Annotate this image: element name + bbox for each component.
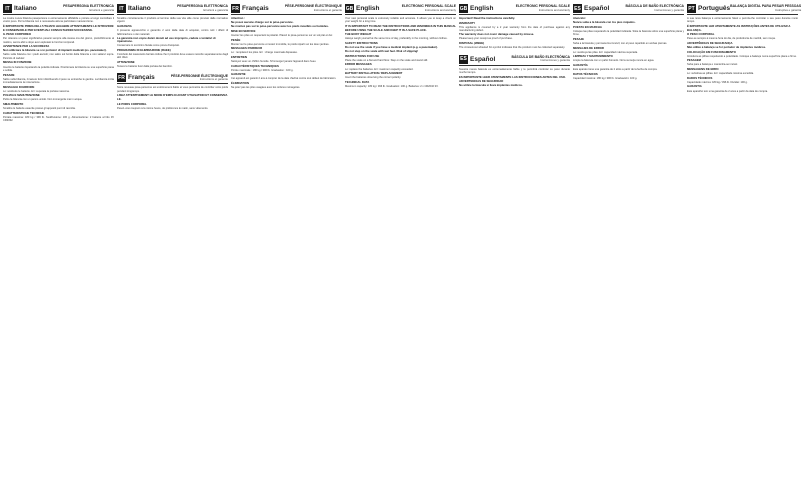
body-paragraph: A sua nova balança é extremamente fiável e permite-lhe controlar o seu peso durante muito tempo.: [687, 17, 798, 24]
language-label: Français: [128, 74, 155, 82]
body-paragraph: Always weigh yourself at the same time of day, preferably in the morning, without clothes.: [345, 37, 448, 41]
section-heading: GARANTIE: [231, 72, 246, 77]
body-paragraph: Cet appareil est garanti 2 ans à compter de la date d'achat contre tout défaut de fabrication.: [231, 77, 337, 81]
language-flag-badge: ES: [460, 56, 467, 63]
section-heading: INSTRUCTIONS FOR USE: [345, 53, 380, 58]
section-heading: PULIZIA E MANUTENZIONE: [3, 93, 40, 98]
section-header: [3, 3, 114, 15]
body-paragraph: Nuestra nueva báscula es extremadamente fiable y le permitirá controlar su peso durante mucho tiempo.: [459, 67, 570, 74]
product-subtitle: Instruções e garantia: [775, 7, 802, 12]
language-label: Português: [698, 5, 731, 12]
language-label: English: [356, 5, 380, 12]
product-subtitle: Instructions and warranty: [424, 7, 456, 12]
section-heading: PROGRAMMA DI ELIMINAZIONE (RAEE): [117, 47, 171, 52]
language-flag-badge: ES: [574, 5, 581, 12]
language-flag-badge: GB: [459, 5, 468, 12]
bold-note: Do not use the scale if you have a medical implant (e.g. a pacemaker).: [345, 44, 438, 49]
language-label: English: [470, 5, 494, 12]
body-paragraph: Il simbolo del cassonetto barrato indica che il prodotto deve essere raccolto separatamente dagli altri rifiuti.: [117, 52, 228, 60]
column-7: [687, 3, 802, 483]
section-heading: TECHNICAL DATA: [345, 79, 370, 84]
section-heading: DADOS TÉCNICOS: [687, 75, 713, 80]
body-paragraph: Lo: sostituire le batterie. Err: superata la portata massima.: [3, 89, 70, 93]
language-flag-badge: FR: [118, 74, 125, 81]
product-title-block: [516, 5, 570, 11]
column-4: [345, 3, 456, 483]
body-paragraph: Smaltire le batterie esaurite presso gli appositi punti di raccolta.: [3, 107, 76, 111]
section-heading: GARANZIA: [117, 24, 132, 28]
body-paragraph: The crossed-out wheeled bin symbol indicates that the product must be collected separately.: [459, 46, 566, 50]
body-paragraph: Portée maximale : 180 kg / 396 lb. Graduation : 100 g.: [231, 68, 294, 72]
section-heading: DISPOSAL (WEEE): [459, 41, 485, 46]
language-label: Español: [584, 5, 610, 12]
section-heading: LE POIDS CORPOREL: [117, 101, 147, 106]
section-heading: ENTRETIEN: [231, 54, 247, 59]
section-heading: MENSAJES DE ERROR: [573, 45, 604, 50]
section-header: [117, 72, 228, 84]
body-paragraph: Capacidad máxima: 180 kg / 396 lb. Graduación: 100 g.: [573, 76, 638, 80]
body-paragraph: Salire sulla bilancia con i piedi asciutti; non salire sul bordo della bilancia e non saltarvi sopra. Pericolo di caduta!: [3, 53, 114, 60]
section-heading: CARATTERISTICHE TECNICHE: [3, 110, 45, 115]
body-paragraph: Coloque las pilas respetando la polaridad indicada. Sitúe la báscula sobre una superficie plana y firme.: [573, 29, 684, 37]
section-heading: WARRANTY: [459, 20, 476, 25]
product-title-block: [512, 56, 570, 62]
section-heading: IT IS IMPORTANT TO READ THE INSTRUCTIONS AND WARNINGS IN THIS MANUAL BEFORE USING THE SCALE AND KEEP IT IN A SAFE PLACE.: [345, 24, 456, 32]
section-heading: IL PESO CORPOREO: [3, 32, 32, 37]
product-title-block: [626, 5, 684, 11]
section-header: [231, 3, 342, 15]
section-header: [687, 3, 802, 15]
product-subtitle: Instrucciones y garantía: [540, 58, 570, 63]
language-flag-badge: IT: [117, 4, 126, 13]
product-title: PÈSE-PERSONNE ÉLECTRONIQUE: [284, 4, 342, 9]
body-paragraph: Montez sur le pèse-personne et restez immobile, le poids réparti sur les deux jambes.: [231, 42, 330, 46]
column-5: [459, 3, 570, 483]
body-paragraph: Suba a la báscula y permanezca inmóvil, con el peso repartido en ambas piernas.: [573, 41, 668, 45]
section-heading: ES IMPORTANTE LEER ATENTAMENTE LAS INSTRUCCIONES ANTES DEL USO.: [459, 74, 566, 79]
section-heading: MISE EN SERVICE: [231, 28, 256, 33]
product-subtitle: Istruzioni e garanzia: [88, 7, 114, 12]
product-title: ELECTRONIC PERSONAL SCALE: [515, 4, 570, 9]
section-heading: ERROR MESSAGES: [345, 62, 372, 67]
section-heading: ÉLIMINATION: [231, 81, 249, 85]
section-heading: THE BODY WEIGHT: [345, 32, 372, 37]
body-paragraph: Notre nouveau pèse-personne est extrêmement fiable et vous permettra de contrôler votre poids pendant longtemps.: [117, 86, 228, 93]
section-heading: É IMPORTANTE LER ATENTAMENTE AS INSTRUÇÕES ANTES DE UTILIZAR A BALANÇA.: [687, 24, 791, 32]
section-heading: CARACTÉRISTIQUES TECHNIQUES: [231, 63, 279, 68]
bold-note: Do not step on the scale with wet feet. Risk of slipping!: [345, 49, 419, 54]
body-paragraph: Introduza as pilhas respeitando a polaridade. Coloque a balança numa superfície plana e firme.: [687, 54, 797, 58]
bold-note: Attention :: [231, 16, 245, 20]
language-flag-badge: PT: [688, 5, 695, 12]
section-heading: COLOCAÇÃO EM FUNCIONAMENTO: [687, 49, 736, 54]
language-flag-badge: GB: [345, 5, 354, 12]
product-title-block: [730, 5, 801, 11]
column-6: [573, 3, 684, 483]
body-paragraph: Smaltire correttamente il prodotto al termine della sua vita utile come previsto dalle normative vigenti.: [117, 17, 228, 24]
body-paragraph: Lo : remplacez les piles. Err : charge maximale dépassée.: [231, 51, 298, 55]
language-flag-badge: IT: [3, 4, 12, 13]
body-paragraph: Salire sulla bilancia, rimanere fermi distribuendo il peso su entrambe le gambe. La bilancia inizia immediatamente la misurazione.: [3, 77, 114, 85]
language-label: Español: [470, 55, 496, 63]
section-heading: GARANTÍA: [573, 62, 588, 67]
body-paragraph: La nostra nuova bilancia pesapersone è estremamente affidabile e potrete a lungo controllare il vostro peso. Per la bilancia non è necessaria alcuna particolare manutenzione.: [3, 17, 114, 24]
section-heading: PESAGEM: [687, 58, 701, 63]
bold-note: Non utilizzare la bilancia se si è portatori di impianti medicali (es. pacemaker).: [3, 48, 107, 53]
product-title-block: [402, 5, 456, 11]
product-title-block: [63, 5, 114, 11]
body-paragraph: Il presente apparecchio è garantito 2 anni dalla data di acquisto, contro tutti i difetti di fabbricazione o dei materiali.: [117, 29, 228, 36]
product-title-block: [171, 75, 228, 81]
product-title: PÈSE-PERSONNE ÉLECTRONIQUE: [170, 73, 228, 78]
body-paragraph: Portata massima: 180 kg / 396 lb. Suddivisione: 100 g. Alimentazione: 2 batterie al litio 3V CR2032.: [3, 115, 114, 123]
body-paragraph: Lo: replace the batteries. Err: maximum capacity exceeded.: [345, 67, 414, 71]
section-heading: LISEZ ATTENTIVEMENT LE MODE D'EMPLOI AVANT UTILISATION ET CONSERVEZ-LE.: [117, 93, 228, 101]
bold-note: Ne posez aucune charge sur le pèse-personne.: [231, 20, 294, 25]
section-heading: BATTERY INSTALLATION / REPLACEMENT: [345, 71, 403, 76]
section-heading: È IMPORTANTE PRIMA DELL'UTILIZZO LEGGERE ATTENTAMENTE LE ISTRUZIONI E CONSERVARLE PER EVENTUALI CONSULTAZIONI SUCCESSIVE.: [3, 24, 114, 32]
body-paragraph: Pese-se sempre à mesma hora do dia, de preferência de manhã, sem roupa.: [687, 37, 776, 41]
bold-note: Important! Read the instructions carefully.: [459, 16, 516, 20]
product-title: BÁSCULA DE BAÑO ELECTRÓNICA: [511, 54, 570, 59]
bold-note: Nunca suba a la báscula con los pies mojados.: [573, 20, 636, 25]
section-heading: ADVERTENCIAS DE SEGURIDAD: [459, 79, 504, 84]
bold-note: The warranty does not cover damage caused by misuse.: [459, 32, 535, 37]
product-subtitle: Instructions et garantie: [199, 77, 228, 82]
body-paragraph: Este aparelho tem uma garantia de 2 anos a partir da data de compra.: [687, 89, 768, 93]
language-label: Italiano: [14, 5, 37, 12]
body-paragraph: Este aparato tiene una garantía de 2 años a partir de la fecha de compra.: [573, 68, 658, 72]
section-heading: SMALTIMENTO: [3, 102, 24, 107]
bold-note: Ne montez pas sur le pèse-personne avec les pieds mouillés ou humides.: [231, 24, 329, 29]
product-title: PESAPERSONA ELETTRONICA: [177, 4, 228, 9]
body-paragraph: Capacidade máxima: 180 kg / 396 lb. Divisão: 100 g.: [687, 80, 748, 84]
body-paragraph: Per ottenere un peso significativo pesarsi sempre alla stessa ora del giorno, preferibilmente al mattino, senza abiti e dopo aver espletato le funzioni corporali.: [3, 37, 114, 44]
section-header: [459, 3, 570, 15]
bold-note: Atención:: [573, 16, 586, 20]
section-heading: PUESTA EN MARCHA: [573, 24, 602, 29]
language-label: Italiano: [128, 5, 151, 12]
body-paragraph: Insert the batteries observing the correct polarity.: [345, 76, 402, 80]
bold-note: No utilice la báscula si lleva implantes médicos.: [459, 83, 523, 88]
section-heading: LIMPIEZA Y MANTENIMIENTO: [573, 54, 613, 59]
body-paragraph: Lo: substitua as pilhas. Err: capacidade máxima excedida.: [687, 72, 754, 76]
section-heading: PESAJE: [573, 36, 585, 41]
section-heading: AVVERTENZE PER LA SICUREZZA: [3, 44, 50, 49]
body-paragraph: Ne jetez pas les piles usagées avec les ordures ménagères.: [231, 86, 301, 90]
body-paragraph: Nettoyez avec un chiffon humide. N'immergez jamais l'appareil dans l'eau.: [231, 60, 317, 64]
section-heading: PESÉE: [231, 37, 241, 42]
section-heading: GARANTIA: [687, 84, 702, 89]
body-paragraph: Insérez les piles en respectant la polarité. Placez le pèse-personne sur un sol plat et dur.: [231, 33, 333, 37]
product-subtitle: Istruzioni e garanzia: [202, 7, 228, 12]
section-header: [345, 3, 456, 15]
section-heading: ADVERTÊNCIAS DE SEGURANÇA: [687, 40, 733, 45]
body-paragraph: Tenere le batterie fuori dalla portata dei bambini.: [117, 65, 173, 69]
section-heading: MESSAGES D'ERREUR: [231, 46, 263, 51]
column-3: [231, 3, 342, 483]
bold-note: Não utilize a balança se for portador de implantes médicos.: [687, 44, 766, 49]
section-heading: PESARE: [3, 72, 15, 77]
body-paragraph: Please keep your receipt as proof of purchase.: [459, 37, 513, 41]
language-flag-badge: FR: [232, 5, 239, 12]
body-paragraph: Place the scale on a flat and hard floor. Step on the scale and stand still.: [345, 58, 428, 62]
section-heading: ATTENZIONE: [117, 59, 135, 64]
body-paragraph: Limpie la báscula con un paño húmedo. No la sumerja nunca en agua.: [573, 59, 655, 63]
body-paragraph: Conservare lo scontrino fiscale come prova d'acquisto.: [117, 44, 180, 48]
bold-note: La garanzia non copre danni dovuti ad uso improprio, cadute o tentativi di riparazione.: [117, 35, 216, 44]
body-paragraph: Suba para a balança e mantenha-se imóvel.: [687, 63, 738, 67]
section-heading: MESSA IN FUNZIONE: [3, 60, 32, 65]
product-subtitle: Instructions et garantie: [313, 7, 342, 12]
section-heading: O PESO CORPORAL: [687, 32, 715, 37]
product-title: BÁSCULA DE BAÑO ELECTRÓNICA: [625, 4, 684, 9]
body-paragraph: Lo: sustituya las pilas. Err: capacidad máxima superada.: [573, 50, 638, 54]
body-paragraph: Pulire la bilancia con un panno umido. Non immergerla mai in acqua.: [3, 98, 83, 102]
column-1: [3, 3, 114, 483]
section-header: [459, 54, 570, 66]
product-title: BALANÇA DIGITAL PARA PESAR PESSOAS: [730, 4, 802, 9]
body-paragraph: Maximum capacity: 180 kg / 396 lb. Graduation: 100 g. Batteries: 2 x CR2032 3V.: [345, 84, 439, 88]
product-title-block: [285, 5, 342, 11]
product-subtitle: Instructions and warranty: [538, 7, 570, 12]
body-paragraph: Your new personal scale is extremely reliable and accurate. It allows you to keep a check on your weight for a long time.: [345, 17, 456, 24]
body-paragraph: Inserire le batterie rispettando la polarità indicata. Posizionare la bilancia su una superficie piana e solida.: [3, 65, 114, 72]
body-paragraph: This appliance is covered by a 2 year warranty from the date of purchase against any manufacturing defect.: [459, 25, 570, 33]
product-title: ELECTRONIC PERSONAL SCALE: [401, 4, 456, 9]
product-title-block: [177, 5, 228, 11]
body-paragraph: Pesez-vous toujours à la même heure, de préférence le matin, sans vêtements.: [117, 106, 209, 110]
product-title: PESAPERSONA ELETTRONICA: [63, 4, 114, 9]
column-2: [117, 3, 228, 483]
section-heading: MESSAGGI DI ERRORE: [3, 84, 35, 89]
section-heading: SAFETY INSTRUCTIONS: [345, 40, 378, 45]
section-header: [573, 3, 684, 15]
product-subtitle: Instrucciones y garantía: [654, 7, 684, 12]
section-header: [117, 3, 228, 15]
section-heading: MENSAGENS DE ERRO: [687, 67, 719, 72]
section-heading: DATOS TÉCNICOS: [573, 71, 598, 76]
language-label: Français: [242, 5, 269, 12]
